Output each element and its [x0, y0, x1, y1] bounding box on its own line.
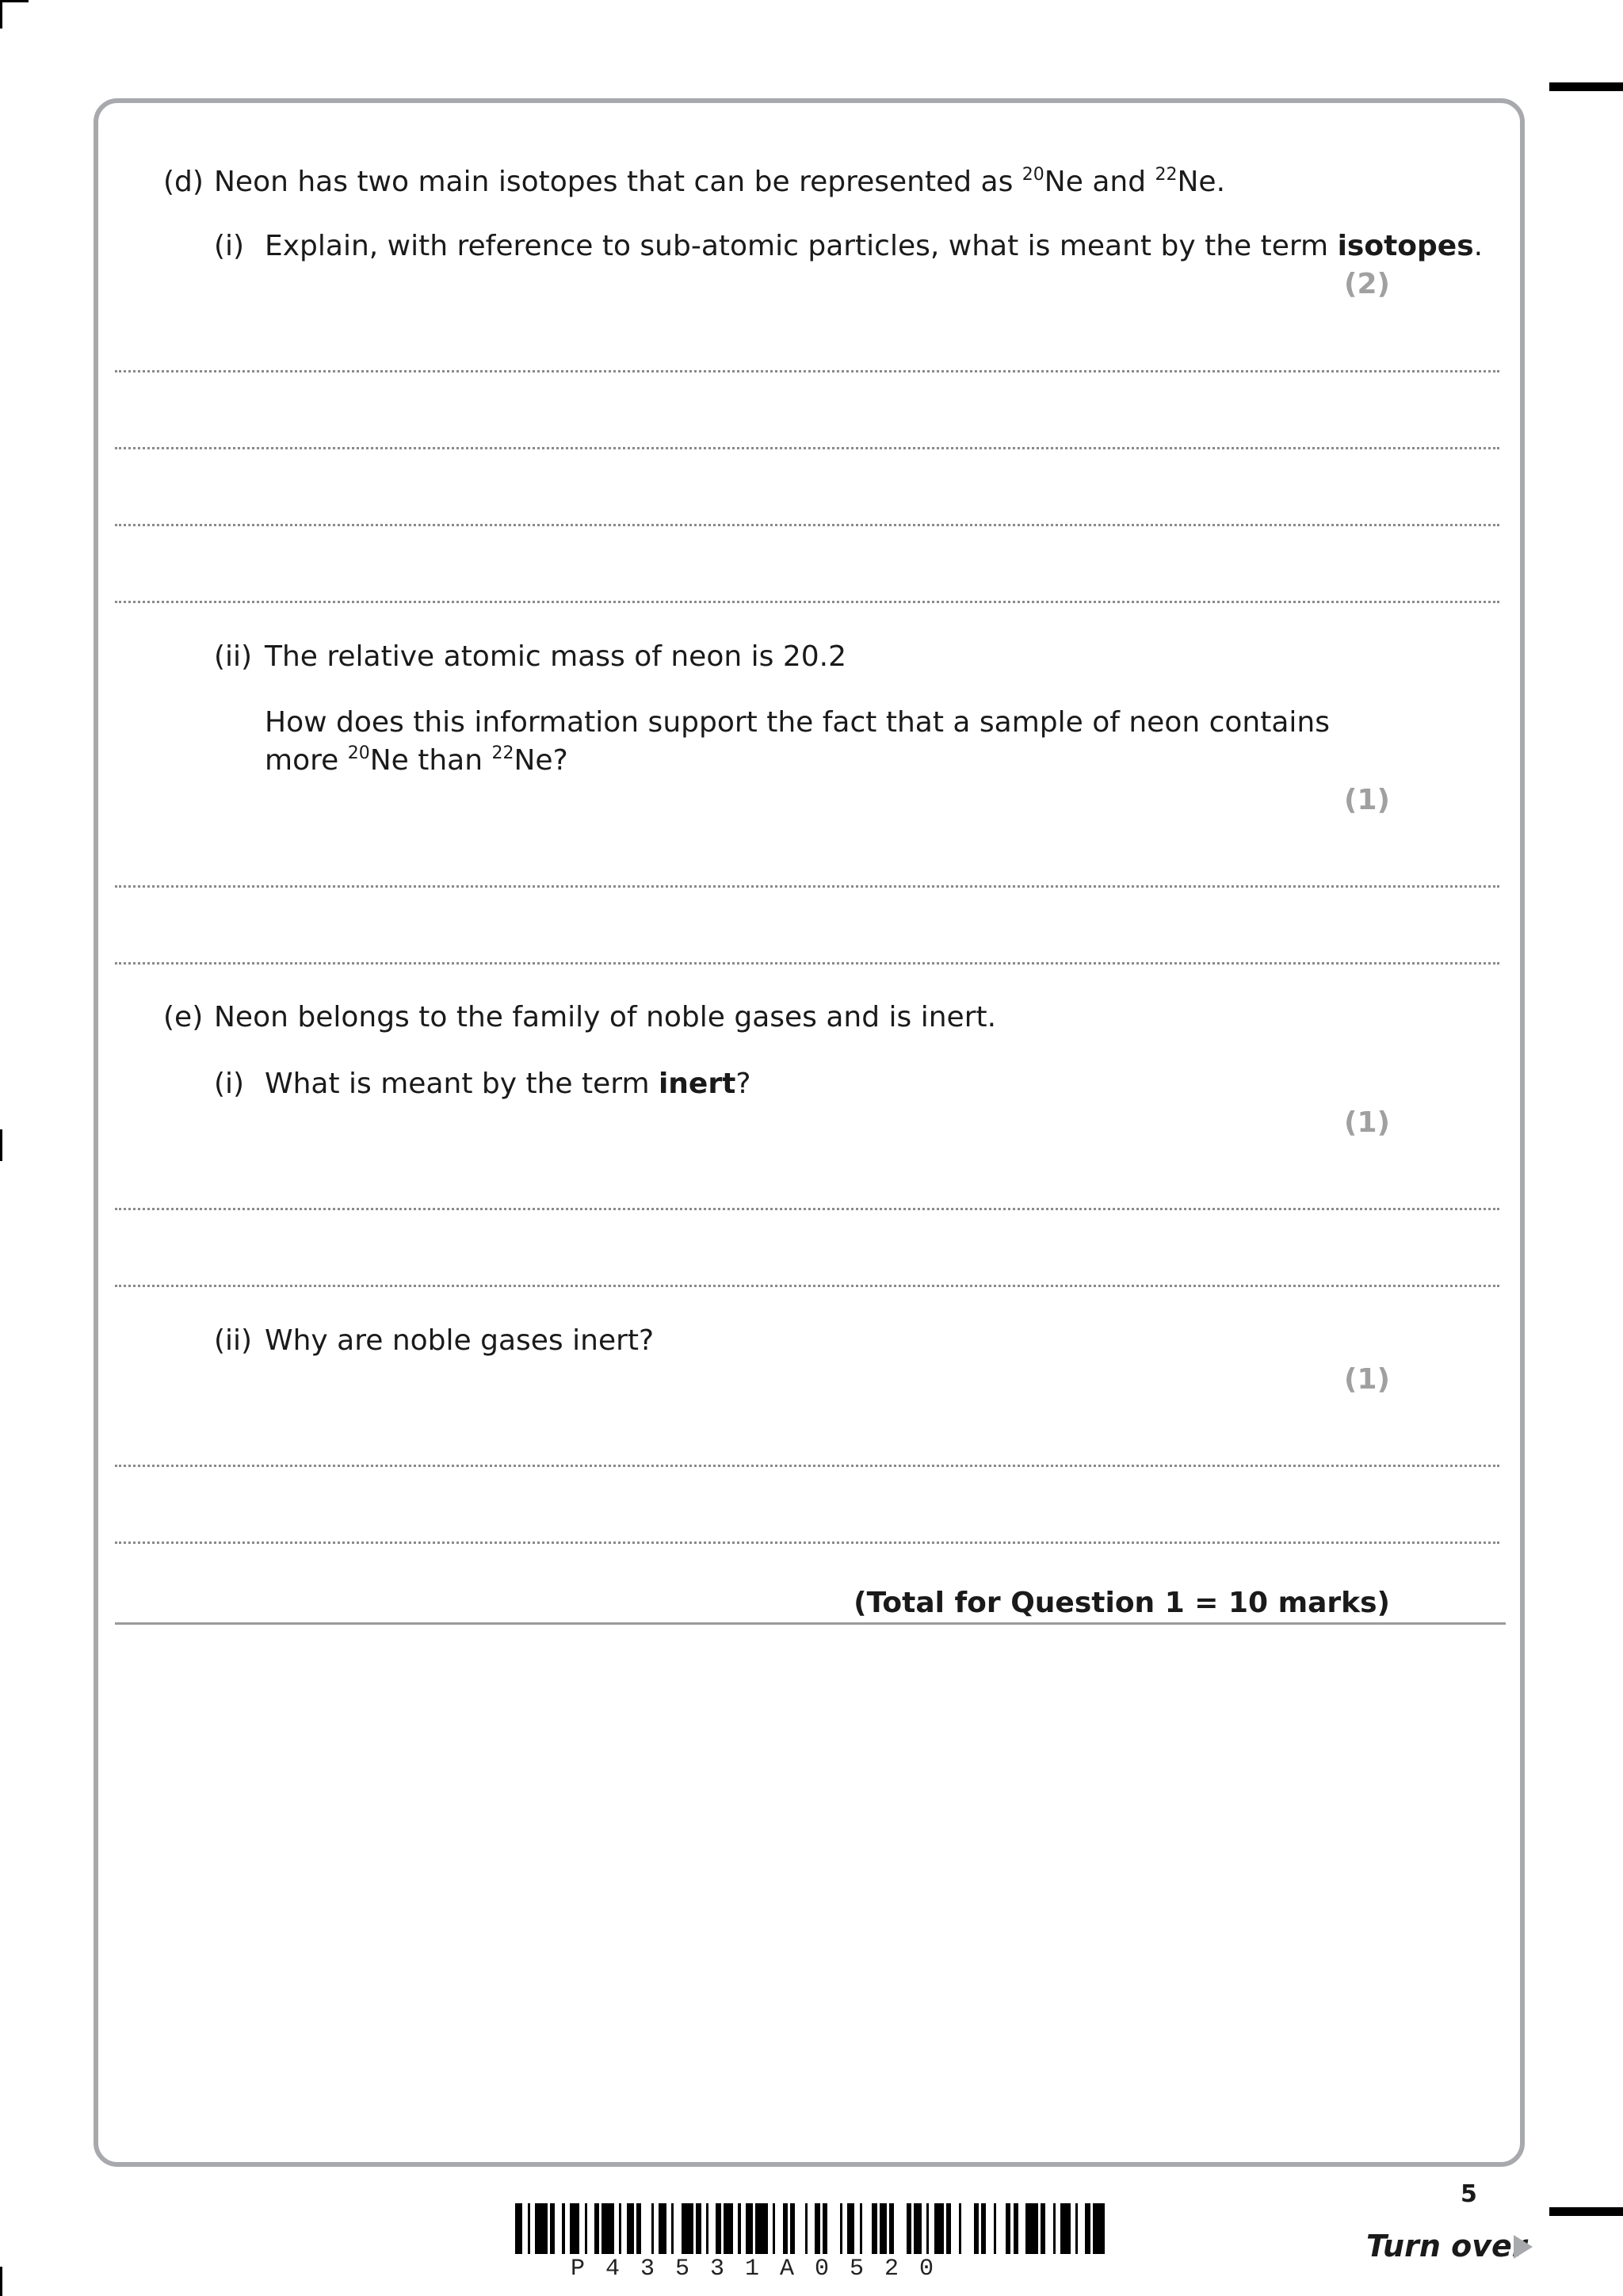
- part-e-i-question: [265, 1067, 750, 1102]
- part-e-i-question-end: ?: [735, 1068, 751, 1100]
- page-number: 5: [1461, 2180, 1477, 2208]
- barcode-bar: [951, 2203, 958, 2254]
- part-e-ii-marks: (1): [1344, 1363, 1390, 1396]
- barcode-bar: [601, 2203, 614, 2254]
- answer-line-d-i-3[interactable]: [115, 524, 1499, 526]
- part-e-label: (e): [163, 1001, 204, 1033]
- isotope-symbol-2: Ne.: [1177, 166, 1226, 198]
- crop-mark-top-left-h: [0, 0, 29, 2]
- crop-mark-right-bottom: [1549, 2207, 1623, 2216]
- part-e-i-question-text: What is meant by the term: [265, 1068, 659, 1100]
- barcode-bar: [627, 2203, 634, 2254]
- part-d-ii-marks: (1): [1344, 784, 1390, 816]
- barcode-bar: [827, 2203, 840, 2254]
- barcode-bar: [674, 2203, 681, 2254]
- part-d-ii-more: more: [265, 744, 348, 777]
- barcode-bar: [1045, 2203, 1052, 2254]
- barcode-bar: [746, 2203, 753, 2254]
- answer-frame: [94, 98, 1525, 2167]
- crop-mark-right-top: [1549, 82, 1623, 91]
- barcode-bar: [914, 2203, 921, 2254]
- answer-line-d-i-2[interactable]: [115, 447, 1499, 449]
- barcode-bar: [986, 2203, 993, 2254]
- part-e-ii-question: Why are noble gases inert?: [265, 1324, 655, 1357]
- barcode-text: P43531A0520: [571, 2256, 955, 2283]
- barcode-bar: [1078, 2203, 1085, 2254]
- answer-line-e-i-2[interactable]: [115, 1285, 1499, 1287]
- barcode-bar: [641, 2203, 651, 2254]
- isotope-mass-22-b: 22: [491, 743, 514, 763]
- answer-line-d-ii-2[interactable]: [115, 962, 1499, 965]
- barcode-bar: [1060, 2203, 1071, 2254]
- barcode-bar: [996, 2203, 1006, 2254]
- barcode-bar: [755, 2203, 768, 2254]
- question-total: (Total for Question 1 = 10 marks): [854, 1587, 1390, 1619]
- barcode-bar: [1093, 2203, 1106, 2254]
- barcode-bar: [515, 2203, 522, 2254]
- part-d-ii-than: Ne than: [369, 744, 492, 777]
- part-d-i-marks: (2): [1344, 268, 1390, 300]
- barcode-bar: [724, 2203, 734, 2254]
- part-d-ii-question-line-2: [265, 743, 568, 778]
- isotope-symbol-1: Ne and: [1044, 166, 1155, 198]
- barcode-bar: [894, 2203, 907, 2254]
- isotope-mass-22: 22: [1155, 165, 1178, 185]
- part-e-i-keyword: inert: [658, 1068, 736, 1100]
- part-d-label: (d): [163, 166, 204, 198]
- part-d-ii-end: Ne?: [514, 744, 568, 777]
- answer-line-e-ii-1[interactable]: [115, 1465, 1499, 1467]
- isotope-mass-20: 20: [1022, 165, 1044, 185]
- barcode-bar: [682, 2203, 694, 2254]
- crop-mark-top-left: [0, 0, 2, 29]
- part-d-i-question-end: .: [1473, 230, 1484, 262]
- arrow-right-icon: [1514, 2235, 1533, 2259]
- part-e-i-marks: (1): [1344, 1106, 1390, 1139]
- barcode-bar: [862, 2203, 873, 2254]
- turn-over-label: Turn over: [1366, 2229, 1527, 2264]
- part-d-ii-question-line-1: How does this information support the fact that a sample of neon contains: [265, 706, 1330, 739]
- barcode-bar: [847, 2203, 854, 2254]
- barcode-bar: [961, 2203, 974, 2254]
- barcode-bar: [1018, 2203, 1025, 2254]
- barcode-bar: [570, 2203, 580, 2254]
- barcode-bar: [808, 2203, 815, 2254]
- total-rule: [115, 1622, 1506, 1625]
- barcode-bar: [795, 2203, 805, 2254]
- part-d-ii-statement: The relative atomic mass of neon is 20.2: [265, 640, 846, 673]
- answer-line-d-i-4[interactable]: [115, 601, 1499, 603]
- part-d-stem-text: Neon has two main isotopes that can be represented as: [214, 166, 1022, 198]
- answer-line-d-ii-1[interactable]: [115, 885, 1499, 888]
- barcode-bar: [1025, 2203, 1038, 2254]
- part-d-stem: [214, 165, 1225, 200]
- isotope-mass-20-b: 20: [347, 743, 370, 763]
- crop-mark-left-middle: [0, 1129, 2, 1161]
- barcode-bar: [708, 2203, 716, 2254]
- crop-mark-bottom-left: [0, 2267, 2, 2296]
- part-e-i-label: (i): [214, 1068, 245, 1100]
- part-d-i-keyword: isotopes: [1337, 230, 1474, 262]
- part-e-stem: Neon belongs to the family of noble gases and is inert.: [214, 1001, 997, 1033]
- part-d-ii-label: (ii): [214, 640, 253, 673]
- part-d-i-question: [265, 229, 1483, 264]
- barcode-bar: [775, 2203, 782, 2254]
- barcode-bar: [934, 2203, 945, 2254]
- barcode-bar: [880, 2203, 887, 2254]
- answer-line-e-ii-2[interactable]: [115, 1541, 1499, 1544]
- barcode-bar: [659, 2203, 666, 2254]
- barcode-bar: [555, 2203, 562, 2254]
- barcode: [515, 2203, 1106, 2254]
- part-d-i-question-text: Explain, with reference to sub-atomic particles, what is meant by the term: [265, 230, 1338, 262]
- part-d-i-label: (i): [214, 230, 245, 262]
- answer-line-e-i-1[interactable]: [115, 1208, 1499, 1210]
- answer-line-d-i-1[interactable]: [115, 370, 1499, 372]
- barcode-bar: [535, 2203, 548, 2254]
- barcode-bar: [587, 2203, 594, 2254]
- part-e-ii-label: (ii): [214, 1324, 253, 1357]
